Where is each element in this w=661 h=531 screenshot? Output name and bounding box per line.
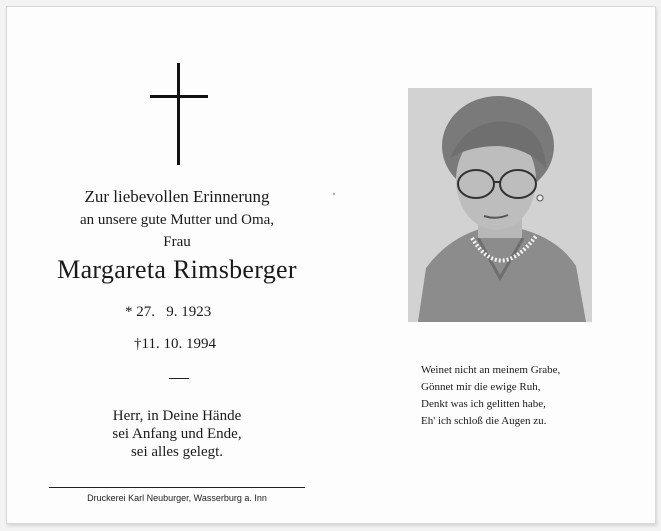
printer-credit: Druckerei Karl Neuburger, Wasserburg a. Inn (87, 493, 267, 503)
intro-subtext: an unsere gute Mutter und Oma, (79, 212, 275, 228)
verse-right-line: Weinet nicht an meinem Grabe, (421, 364, 561, 376)
verse-right-line: Denkt was ich gelitten habe, (421, 398, 546, 410)
birth-date: * 27. 9. 1923 (125, 304, 212, 320)
salutation: Frau (163, 234, 191, 250)
verse-left-line: sei alles gelegt. (130, 444, 224, 460)
portrait-photo (408, 88, 592, 322)
verse-right-line: Gönnet mir die ewige Ruh, (421, 381, 541, 393)
cross-icon (150, 63, 208, 165)
verse-left-line: Herr, in Deine Hände (112, 408, 242, 424)
memorial-card (6, 6, 656, 524)
deceased-name: Margareta Rimsberger (57, 255, 297, 284)
verse-right (421, 362, 560, 430)
verse-left-line: sei Anfang und Ende, (112, 426, 242, 442)
divider (169, 378, 189, 379)
verse-left (27, 407, 327, 461)
intro-text: Zur liebevollen Erinnerung (84, 187, 270, 206)
death-date: †11. 10. 1994 (134, 336, 216, 352)
footer-rule (49, 487, 305, 488)
verse-right-line: Eh' ich schloß die Augen zu. (421, 415, 547, 427)
fold-mark (333, 193, 335, 195)
